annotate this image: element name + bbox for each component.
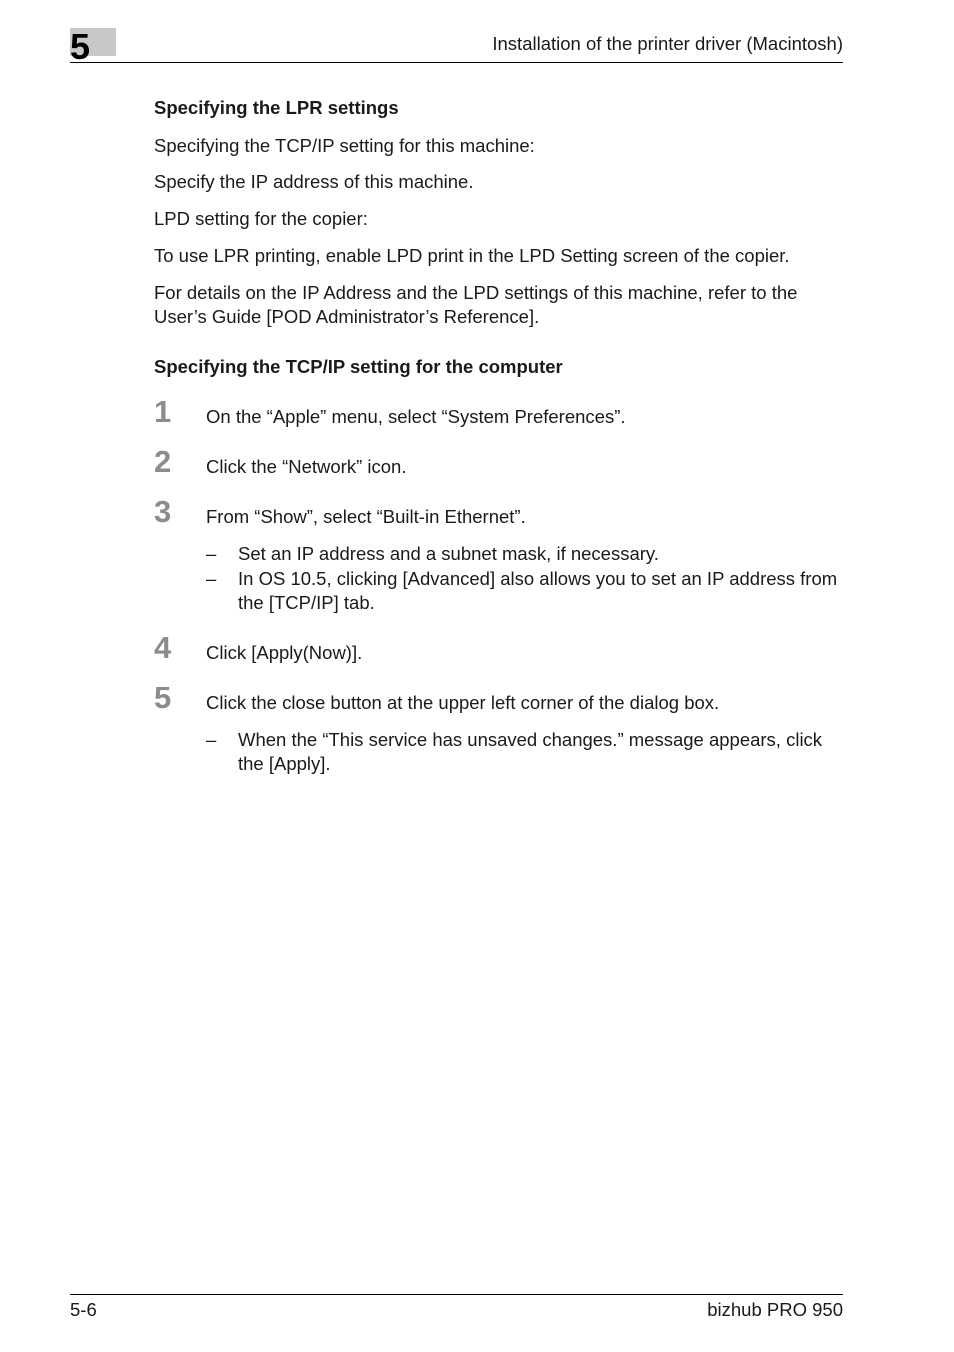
step-3-bullet-2	[154, 567, 844, 615]
bullet-text: When the “This service has unsaved changes.” message appears, click the [Apply].	[238, 729, 823, 774]
step-5	[154, 680, 844, 715]
dash: –	[206, 568, 217, 589]
step-2	[154, 444, 844, 479]
footer-divider	[70, 1294, 843, 1295]
dash: –	[206, 543, 217, 564]
step-text: Click [Apply(Now)].	[206, 642, 363, 663]
dash: –	[206, 729, 217, 750]
step-4	[154, 630, 844, 665]
page-content	[154, 96, 844, 776]
step-text: From “Show”, select “Built-in Ethernet”.	[206, 506, 526, 527]
product-name: bizhub PRO 950	[707, 1299, 843, 1320]
paragraph: For details on the IP Address and the LPD settings of this machine, refer to the User’s Guide [POD Administrator’s Reference].	[154, 282, 798, 327]
step-text: Click the “Network” icon.	[206, 456, 407, 477]
section-heading-lpr: Specifying the LPR settings	[154, 97, 399, 118]
page-number: 5-6	[70, 1299, 97, 1320]
step-3	[154, 494, 844, 529]
chapter-number: 5	[70, 26, 91, 67]
paragraph: Specifying the TCP/IP setting for this machine:	[154, 135, 535, 156]
paragraph: To use LPR printing, enable LPD print in the LPD Setting screen of the copier.	[154, 245, 790, 266]
step-text: Click the close button at the upper left corner of the dialog box.	[206, 692, 720, 713]
step-3-bullet-1	[154, 542, 844, 566]
header-divider	[70, 62, 843, 63]
step-number: 1	[154, 394, 172, 429]
paragraph: LPD setting for the copier:	[154, 208, 368, 229]
step-5-bullet-1	[154, 728, 844, 776]
step-number: 4	[154, 630, 172, 665]
step-1	[154, 394, 844, 429]
step-number: 2	[154, 444, 172, 479]
step-number: 3	[154, 494, 172, 529]
bullet-text: Set an IP address and a subnet mask, if necessary.	[238, 543, 659, 564]
step-number: 5	[154, 680, 172, 715]
step-text: On the “Apple” menu, select “System Preferences”.	[206, 406, 626, 427]
paragraph: Specify the IP address of this machine.	[154, 171, 474, 192]
running-header: Installation of the printer driver (Macintosh)	[492, 33, 843, 54]
bullet-text: In OS 10.5, clicking [Advanced] also allows you to set an IP address from the [TCP/IP] tab.	[238, 568, 838, 613]
section-heading-tcpip: Specifying the TCP/IP setting for the computer	[154, 356, 563, 377]
